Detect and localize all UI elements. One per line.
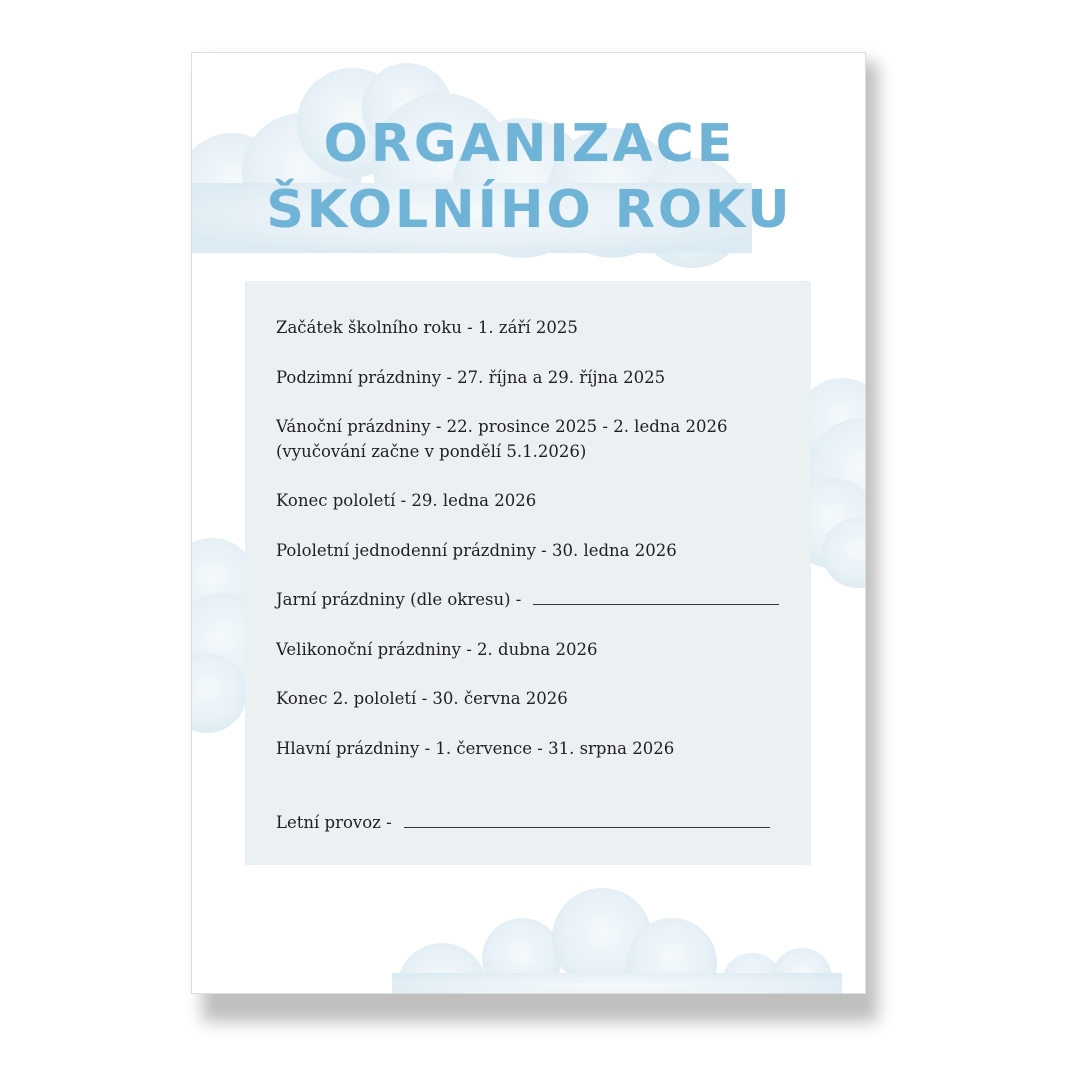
schedule-item-second-semester-end bbox=[276, 686, 568, 711]
document-page bbox=[191, 52, 866, 994]
schedule-item-semester-break bbox=[276, 538, 677, 563]
schedule-item-text: Jarní prázdniny (dle okresu) - bbox=[276, 590, 522, 609]
schedule-item-autumn-break bbox=[276, 365, 665, 390]
schedule-item-spring-break bbox=[276, 587, 779, 612]
schedule-box bbox=[245, 281, 811, 865]
schedule-item-text: Podzimní prázdniny - 27. října a 29. října 2025 bbox=[276, 368, 666, 387]
schedule-item-note: (vyučování začne v pondělí 5.1.2026) bbox=[276, 442, 587, 461]
schedule-item-text: Hlavní prázdniny - 1. července - 31. srpna 2026 bbox=[276, 739, 675, 758]
title-line-1: ORGANIZACE bbox=[323, 114, 736, 174]
schedule-item-text: Letní provoz - bbox=[276, 813, 392, 832]
schedule-item-semester-end bbox=[276, 488, 536, 513]
schedule-item-christmas-break bbox=[276, 414, 728, 464]
schedule-item-summer-break bbox=[276, 736, 674, 761]
spring-break-blank-line[interactable] bbox=[533, 590, 779, 605]
title-line-2: ŠKOLNÍHO ROKU bbox=[266, 180, 793, 240]
schedule-item-text: Konec 2. pololetí - 30. června 2026 bbox=[276, 689, 568, 708]
summer-operation-blank-line[interactable] bbox=[404, 813, 770, 828]
schedule-item-text: Začátek školního roku - 1. září 2025 bbox=[276, 318, 578, 337]
schedule-item-school-start bbox=[276, 315, 578, 340]
schedule-item-summer-operation bbox=[276, 810, 770, 835]
schedule-item-text: Pololetní jednodenní prázdniny - 30. ledna 2026 bbox=[276, 541, 677, 560]
schedule-item-easter-break bbox=[276, 637, 598, 662]
schedule-item-text: Velikonoční prázdniny - 2. dubna 2026 bbox=[276, 640, 598, 659]
schedule-item-text: Vánoční prázdniny - 22. prosince 2025 - 2. ledna 2026 bbox=[276, 417, 728, 436]
page-title bbox=[192, 111, 866, 243]
schedule-item-text: Konec pololetí - 29. ledna 2026 bbox=[276, 491, 537, 510]
